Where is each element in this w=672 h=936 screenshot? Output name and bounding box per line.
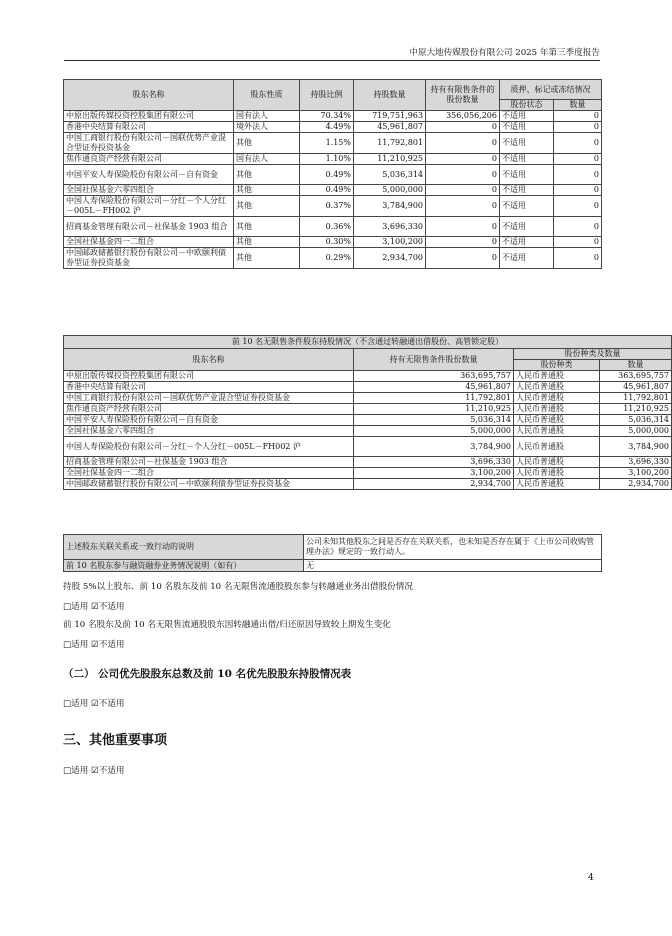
related-parties-label: 上述股东关联关系或一致行动的说明	[64, 535, 304, 560]
col-header-restricted: 持有有限售条件的股份数量	[426, 80, 500, 111]
holding-qty: 5,036,314	[354, 165, 426, 185]
share-type: 人民币普通股	[514, 468, 600, 479]
restricted-qty: 0	[426, 185, 500, 196]
share-type: 人民币普通股	[514, 437, 600, 457]
top10-shareholders-table	[63, 79, 602, 269]
table-row	[64, 217, 602, 237]
pledge-qty: 0	[554, 217, 602, 237]
table-row	[64, 382, 672, 393]
pledge-status: 不适用	[500, 237, 554, 248]
shareholder-name: 中国人寿保险股份有限公司－分红－个人分红－005L－FH002 沪	[64, 437, 354, 457]
unrestricted-qty: 3,100,200	[354, 468, 514, 479]
shareholder-name: 中国工商银行股份有限公司－国联优势产业混合型证券投资基金	[64, 133, 234, 154]
share-type: 人民币普通股	[514, 404, 600, 415]
pledge-status: 不适用	[500, 111, 554, 122]
unrestricted-qty: 2,934,700	[354, 479, 514, 490]
table-row	[64, 393, 672, 404]
table-row	[64, 415, 672, 426]
unrestricted-shareholders-table	[63, 335, 672, 490]
preferred-shares-applicability: □适用 ☑不适用	[63, 699, 125, 709]
pledge-status: 不适用	[500, 196, 554, 217]
shareholder-name: 中原出版传媒投资控股集团有限公司	[64, 371, 354, 382]
col-header-qty: 持股数量	[354, 80, 426, 111]
pledge-status: 不适用	[500, 185, 554, 196]
shareholder-name: 中国人寿保险股份有限公司－分红－个人分红－005L－FH002 沪	[64, 196, 234, 217]
table-row	[64, 248, 602, 269]
unrestricted-qty: 5,000,000	[354, 426, 514, 437]
shareholder-nature: 其他	[234, 133, 300, 154]
shareholder-nature: 其他	[234, 237, 300, 248]
shareholder-name: 香港中央结算有限公司	[64, 122, 234, 133]
shareholder-nature: 其他	[234, 248, 300, 269]
table-row	[64, 154, 602, 165]
table-row	[64, 371, 672, 382]
shareholder-name: 焦作通良资产经营有限公司	[64, 404, 354, 415]
holding-qty: 3,696,330	[354, 217, 426, 237]
shareholder-name: 全国社保基金四一二组合	[64, 468, 354, 479]
header-rule	[64, 60, 600, 61]
unrestricted-qty: 5,036,314	[354, 415, 514, 426]
unrestricted-qty: 3,784,900	[354, 437, 514, 457]
shareholder-nature: 国有法人	[234, 154, 300, 165]
holding-ratio: 0.49%	[300, 165, 354, 185]
share-qty: 45,961,807	[600, 382, 672, 393]
col-header-name: 股东名称	[64, 349, 354, 371]
holding-qty: 719,751,963	[354, 111, 426, 122]
share-type: 人民币普通股	[514, 415, 600, 426]
page-header-title: 中原大地传媒股份有限公司 2025 年第三季度报告	[409, 48, 600, 58]
restricted-qty: 0	[426, 122, 500, 133]
restricted-qty: 0	[426, 248, 500, 269]
share-type: 人民币普通股	[514, 457, 600, 468]
shareholder-nature: 国有法人	[234, 111, 300, 122]
share-qty: 5,036,314	[600, 415, 672, 426]
shareholder-nature: 其他	[234, 217, 300, 237]
holding-ratio: 0.30%	[300, 237, 354, 248]
shareholder-name: 香港中央结算有限公司	[64, 382, 354, 393]
table-row	[64, 437, 672, 457]
col-header-pledge-qty: 数量	[554, 100, 602, 111]
pledge-status: 不适用	[500, 248, 554, 269]
pledge-qty: 0	[554, 154, 602, 165]
holding-qty: 45,961,807	[354, 122, 426, 133]
shareholder-name: 中国邮政储蓄银行股份有限公司－中欧颐利债券型证券投资基金	[64, 479, 354, 490]
table-row	[64, 426, 672, 437]
col-header-share-type: 股份种类	[514, 360, 600, 371]
top10-shareholders-body	[64, 111, 602, 269]
shareholder-nature: 其他	[234, 196, 300, 217]
table-row	[64, 165, 602, 185]
unrestricted-shareholders-body	[64, 371, 672, 490]
pledge-qty: 0	[554, 237, 602, 248]
table-row	[64, 479, 672, 490]
table-row	[64, 196, 602, 217]
pledge-qty: 0	[554, 122, 602, 133]
holding-ratio: 1.15%	[300, 133, 354, 154]
pledge-status: 不适用	[500, 217, 554, 237]
pledge-qty: 0	[554, 248, 602, 269]
shareholder-nature: 其他	[234, 185, 300, 196]
unrestricted-qty: 363,695,757	[354, 371, 514, 382]
restricted-qty: 0	[426, 237, 500, 248]
lending-change-applicability: □适用 ☑不适用	[63, 640, 125, 650]
col-header-unrestricted-qty: 持有无限售条件股份数量	[354, 349, 514, 371]
share-qty: 11,210,925	[600, 404, 672, 415]
table-row	[64, 111, 602, 122]
shareholder-name: 招商基金管理有限公司－社保基金 1903 组合	[64, 457, 354, 468]
restricted-qty: 0	[426, 154, 500, 165]
page-number: 4	[588, 873, 594, 883]
table-row	[64, 122, 602, 133]
table-row	[64, 468, 672, 479]
shareholder-nature: 境外法人	[234, 122, 300, 133]
holding-qty: 5,000,000	[354, 185, 426, 196]
share-qty: 11,792,801	[600, 393, 672, 404]
table-row	[64, 404, 672, 415]
table-row	[64, 185, 602, 196]
holding-qty: 11,210,925	[354, 154, 426, 165]
unrestricted-qty: 3,696,330	[354, 457, 514, 468]
col-header-ratio: 持股比例	[300, 80, 354, 111]
restricted-qty: 0	[426, 217, 500, 237]
lending-change-paragraph: 前 10 名股东及前 10 名无限售流通股股东因转融通出借/归还原因导致较上期发生变化	[63, 620, 391, 630]
restricted-qty: 0	[426, 133, 500, 154]
shareholder-name: 全国社保基金六零四组合	[64, 185, 234, 196]
share-qty: 3,100,200	[600, 468, 672, 479]
holding-ratio: 0.49%	[300, 185, 354, 196]
table-row	[64, 457, 672, 468]
shareholder-name: 中国工商银行股份有限公司－国联优势产业混合型证券投资基金	[64, 393, 354, 404]
share-type: 人民币普通股	[514, 393, 600, 404]
shareholder-name: 中原出版传媒投资控股集团有限公司	[64, 111, 234, 122]
lending-paragraph: 持股 5%以上股东、前 10 名股东及前 10 名无限售流通股股东参与转融通业务出借股份情况	[63, 582, 413, 592]
holding-ratio: 1.10%	[300, 154, 354, 165]
share-qty: 3,696,330	[600, 457, 672, 468]
margin-trading-label: 前 10 名股东参与融资融券业务情况说明（如有）	[64, 560, 304, 572]
shareholder-name: 焦作通良资产经营有限公司	[64, 154, 234, 165]
notes-table	[63, 534, 602, 572]
col-header-pledge-status: 股份状态	[500, 100, 554, 111]
shareholder-name: 全国社保基金四一二组合	[64, 237, 234, 248]
shareholder-name: 中国邮政储蓄银行股份有限公司－中欧颐利债券型证券投资基金	[64, 248, 234, 269]
share-qty: 3,784,900	[600, 437, 672, 457]
col-header-nature: 股东性质	[234, 80, 300, 111]
pledge-status: 不适用	[500, 122, 554, 133]
holding-ratio: 70.34%	[300, 111, 354, 122]
shareholder-name: 中国平安人寿保险股份有限公司－自有资金	[64, 415, 354, 426]
unrestricted-table-title: 前 10 名无限售条件股东持股情况（不含通过转融通出借股份、高管锁定股）	[64, 336, 672, 349]
pledge-qty: 0	[554, 185, 602, 196]
holding-ratio: 0.29%	[300, 248, 354, 269]
pledge-qty: 0	[554, 165, 602, 185]
col-header-share-qty: 数量	[600, 360, 672, 371]
share-qty: 2,934,700	[600, 479, 672, 490]
shareholder-name: 全国社保基金六零四组合	[64, 426, 354, 437]
shareholder-name: 中国平安人寿保险股份有限公司－自有资金	[64, 165, 234, 185]
related-parties-value: 公司未知其他股东之间是否存在关联关系，也未知是否存在属于《上市公司收购管理办法》规定的一致行动人。	[304, 535, 602, 560]
holding-qty: 2,934,700	[354, 248, 426, 269]
pledge-qty: 0	[554, 133, 602, 154]
share-type: 人民币普通股	[514, 382, 600, 393]
share-qty: 5,000,000	[600, 426, 672, 437]
holding-ratio: 0.36%	[300, 217, 354, 237]
restricted-qty: 0	[426, 165, 500, 185]
unrestricted-qty: 45,961,807	[354, 382, 514, 393]
pledge-qty: 0	[554, 111, 602, 122]
pledge-status: 不适用	[500, 165, 554, 185]
holding-qty: 3,784,900	[354, 196, 426, 217]
other-matters-applicability: □适用 ☑不适用	[63, 766, 125, 776]
table-row	[64, 237, 602, 248]
holding-ratio: 0.37%	[300, 196, 354, 217]
lending-applicability: □适用 ☑不适用	[63, 602, 125, 612]
shareholder-nature: 其他	[234, 165, 300, 185]
unrestricted-qty: 11,792,801	[354, 393, 514, 404]
share-qty: 363,695,757	[600, 371, 672, 382]
share-type: 人民币普通股	[514, 479, 600, 490]
shareholder-name: 招商基金管理有限公司－社保基金 1903 组合	[64, 217, 234, 237]
margin-trading-value: 无	[304, 560, 602, 572]
holding-qty: 3,100,200	[354, 237, 426, 248]
preferred-shares-heading: （二） 公司优先股股东总数及前 10 名优先股股东持股情况表	[63, 668, 352, 680]
share-type: 人民币普通股	[514, 426, 600, 437]
table-row	[64, 133, 602, 154]
holding-qty: 11,792,801	[354, 133, 426, 154]
pledge-qty: 0	[554, 196, 602, 217]
restricted-qty: 0	[426, 196, 500, 217]
other-matters-heading: 三、其他重要事项	[63, 733, 168, 748]
unrestricted-qty: 11,210,925	[354, 404, 514, 415]
pledge-status: 不适用	[500, 133, 554, 154]
pledge-status: 不适用	[500, 154, 554, 165]
share-type: 人民币普通股	[514, 371, 600, 382]
col-header-pledge: 质押、标记或冻结情况	[500, 80, 602, 100]
col-header-share-kind: 股份种类及数量	[514, 349, 672, 360]
restricted-qty: 356,056,206	[426, 111, 500, 122]
holding-ratio: 4.49%	[300, 122, 354, 133]
col-header-name: 股东名称	[64, 80, 234, 111]
